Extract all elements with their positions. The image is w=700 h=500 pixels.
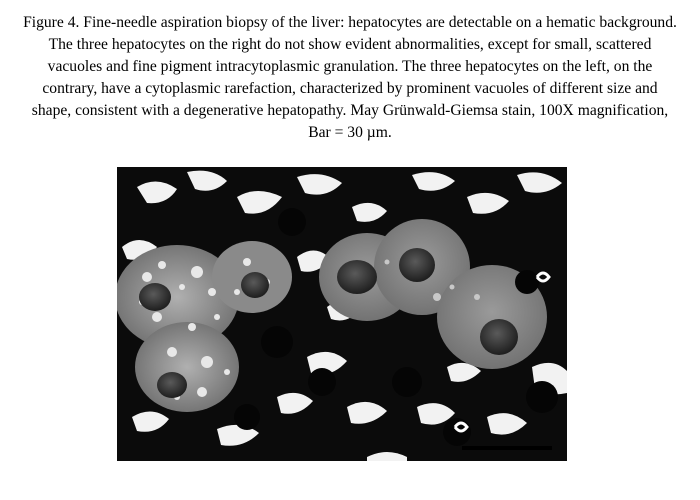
scale-bar [462,446,552,450]
micrograph [117,167,567,461]
figure-caption: Figure 4. Fine-needle aspiration biopsy of the liver: hepatocytes are detectable on a hematic background. The three hepatocytes on the right do not show evident abnormalities, except for small, scattered vacuoles and fine pigment intracytoplasmic granulation. The three hepatocytes on the left, on the contrary, have a cytoplasmic rarefaction, characterized by prominent vacuoles of different size and shape, consistent with a degenerative hepatopathy. May Grünwald-Giemsa stain, 100X magnification, Bar = 30 µm. [23,14,677,141]
micrograph-image [117,167,567,461]
